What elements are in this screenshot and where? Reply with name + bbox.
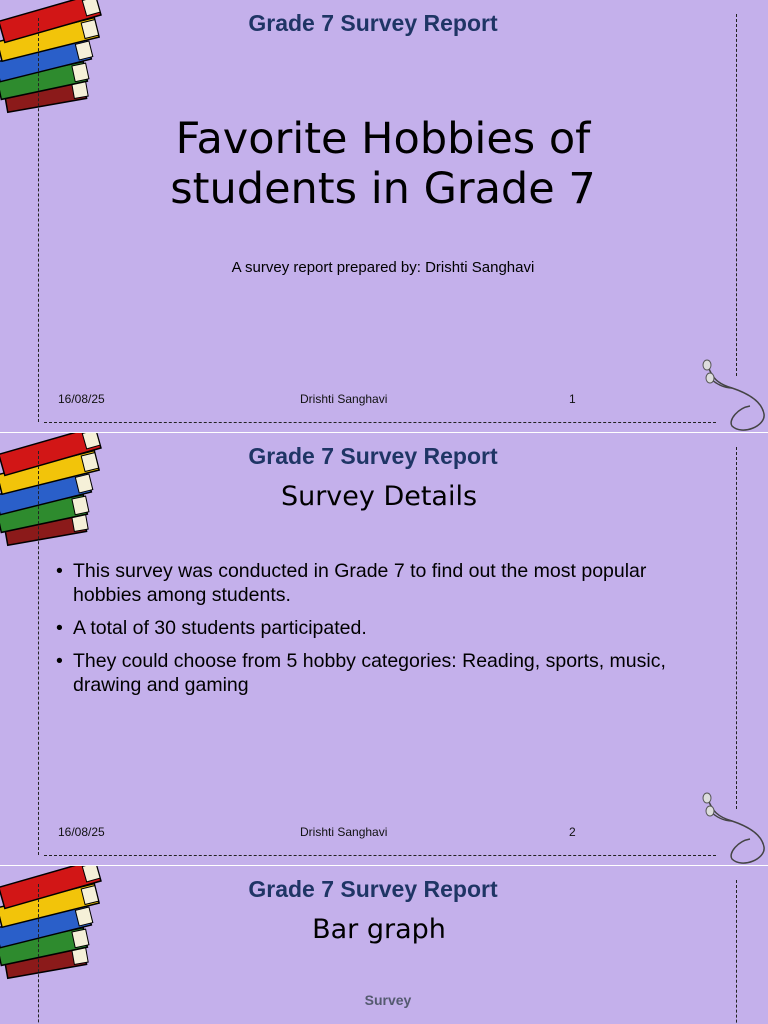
bullet-list <box>56 559 706 706</box>
bottom-dashed-border <box>44 855 716 856</box>
slide-number: 1 <box>569 392 576 406</box>
bullet-text: A total of 30 students participated. <box>73 617 367 639</box>
footer-date: 16/08/25 <box>58 392 105 406</box>
report-header: Grade 7 Survey Report <box>248 876 498 902</box>
slide-2 <box>0 433 768 865</box>
report-header: Grade 7 Survey Report <box>248 10 498 36</box>
bullet-marker: • <box>56 617 63 639</box>
bullet-text: They could choose from 5 hobby categories: Reading, sports, music, drawing and gaming <box>73 650 666 696</box>
right-dashed-border <box>736 14 737 376</box>
footer-author: Drishti Sanghavi <box>300 825 388 839</box>
list-item <box>56 559 706 607</box>
presentation-subtitle: A survey report prepared by: Drishti Sanghavi <box>231 259 535 276</box>
left-dashed-border <box>38 18 39 422</box>
presentation-title <box>100 114 666 214</box>
chart-title: Survey <box>364 992 412 1008</box>
slide-1 <box>0 0 768 432</box>
footer-author: Drishti Sanghavi <box>300 392 388 406</box>
title-line-1: Favorite Hobbies of <box>175 114 591 164</box>
footer-date: 16/08/25 <box>58 825 105 839</box>
bullet-marker: • <box>56 560 63 582</box>
earphones-icon <box>698 791 768 865</box>
slide-3 <box>0 866 768 1024</box>
list-item <box>56 649 706 697</box>
bottom-dashed-border <box>44 422 716 423</box>
earphones-icon <box>698 358 768 432</box>
title-line-2: students in Grade 7 <box>170 164 596 214</box>
bullet-marker: • <box>56 650 63 672</box>
slide-title: Bar graph <box>312 914 446 945</box>
slide-number: 2 <box>569 825 576 839</box>
list-item <box>56 616 706 640</box>
slide-title: Survey Details <box>280 481 478 512</box>
report-header: Grade 7 Survey Report <box>248 443 498 469</box>
bullet-text: This survey was conducted in Grade 7 to find out the most popular hobbies among students. <box>73 560 647 606</box>
